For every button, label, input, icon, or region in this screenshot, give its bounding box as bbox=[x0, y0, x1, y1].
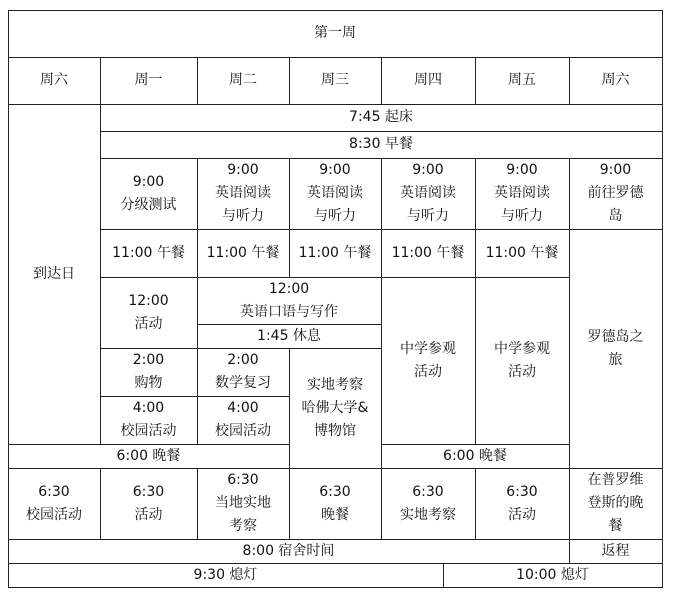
title-cell: 第一周 bbox=[314, 25, 356, 41]
grid-line bbox=[100, 277, 569, 278]
day-header-sat-end: 周六 bbox=[601, 72, 630, 88]
lunch-mon-cell: 11:00 午餐 bbox=[112, 244, 185, 261]
grid-line bbox=[100, 396, 289, 397]
dinner-left-row: 6:00 晚餐 bbox=[116, 447, 181, 464]
grid-line bbox=[8, 468, 663, 469]
grid-line bbox=[381, 158, 382, 539]
return-trip-cell: 返程 bbox=[601, 542, 630, 559]
campus-activity-tue-cell: 4:00 校园活动 bbox=[215, 400, 271, 439]
english-speaking-writing-cell: 12:00 英语口语与写作 bbox=[240, 280, 338, 320]
day-header-wed: 周三 bbox=[321, 72, 349, 88]
middle-school-thu-cell: 中学参观 活动 bbox=[400, 340, 456, 380]
grid-line bbox=[197, 158, 198, 444]
evening-sat-cell: 在普罗维 登斯的晚 餐 bbox=[587, 472, 644, 534]
table-border-top bbox=[8, 10, 663, 11]
grid-line bbox=[569, 57, 570, 104]
morning-sat-cell: 9:00 前往罗德 岛 bbox=[587, 162, 644, 224]
grid-line bbox=[8, 57, 663, 58]
grid-line bbox=[289, 57, 290, 104]
grid-line bbox=[197, 57, 198, 104]
morning-fri-cell: 9:00 英语阅读 与听力 bbox=[494, 162, 550, 224]
table-border-bottom bbox=[8, 587, 663, 588]
day-header-tue: 周二 bbox=[229, 72, 257, 88]
grid-line bbox=[381, 57, 382, 104]
breakfast-row: 8:30 早餐 bbox=[349, 136, 413, 152]
grid-line bbox=[8, 563, 663, 564]
lunch-tue-cell: 11:00 午餐 bbox=[206, 244, 280, 261]
morning-mon-cell: 9:00 分级测试 bbox=[120, 173, 177, 213]
grid-line bbox=[289, 158, 290, 277]
dinner-right-row: 6:00 晚餐 bbox=[443, 447, 507, 464]
grid-line bbox=[8, 104, 663, 105]
day-header-fri: 周五 bbox=[508, 72, 536, 88]
grid-line bbox=[100, 348, 381, 349]
grid-line bbox=[8, 444, 289, 445]
grid-line bbox=[8, 539, 663, 540]
morning-thu-cell: 9:00 英语阅读 与听力 bbox=[400, 162, 456, 224]
rhode-island-trip-cell: 罗德岛之 旅 bbox=[587, 328, 644, 368]
grid-line bbox=[100, 468, 101, 539]
morning-wed-cell: 9:00 英语阅读 与听力 bbox=[307, 162, 363, 224]
grid-line bbox=[100, 57, 101, 444]
math-review-tue-cell: 2:00 数学复习 bbox=[215, 352, 271, 391]
grid-line bbox=[100, 131, 663, 132]
day-header-mon: 周一 bbox=[134, 72, 163, 88]
morning-tue-cell: 9:00 英语阅读 与听力 bbox=[215, 162, 271, 224]
evening-tue-cell: 6:30 当地实地 考察 bbox=[215, 472, 271, 534]
table-border-right bbox=[662, 10, 663, 588]
grid-line bbox=[197, 468, 198, 539]
grid-line bbox=[443, 563, 444, 587]
evening-sat0-cell: 6:30 校园活动 bbox=[26, 483, 82, 523]
evening-mon-cell: 6:30 活动 bbox=[132, 483, 165, 523]
noon-activity-mon-cell: 12:00 活动 bbox=[128, 292, 169, 332]
arrival-day-cell: 到达日 bbox=[33, 265, 75, 282]
rest-cell: 1:45 休息 bbox=[257, 327, 321, 344]
grid-line bbox=[569, 158, 570, 563]
campus-activity-mon-cell: 4:00 校园活动 bbox=[120, 400, 177, 439]
day-header-sat-start: 周六 bbox=[40, 72, 68, 88]
grid-line bbox=[475, 468, 476, 539]
lunch-fri-cell: 11:00 午餐 bbox=[485, 244, 559, 261]
lunch-wed-cell: 11:00 午餐 bbox=[298, 244, 372, 261]
table-border-left bbox=[8, 10, 9, 588]
grid-line bbox=[289, 348, 290, 539]
lights-out-right-cell: 10:00 熄灯 bbox=[516, 566, 589, 583]
lights-out-left-cell: 9:30 熄灯 bbox=[193, 566, 258, 583]
evening-thu-cell: 6:30 实地考察 bbox=[400, 483, 456, 523]
grid-line bbox=[475, 158, 476, 444]
grid-line bbox=[197, 324, 381, 325]
harvard-field-trip-cell: 实地考察 哈佛大学& 博物馆 bbox=[301, 376, 369, 439]
grid-line bbox=[475, 57, 476, 104]
day-header-thu: 周四 bbox=[414, 72, 442, 88]
dorm-time-row: 8:00 宿舍时间 bbox=[242, 542, 335, 559]
evening-wed-cell: 6:30 晚餐 bbox=[319, 483, 351, 523]
evening-fri-cell: 6:30 活动 bbox=[506, 483, 538, 523]
middle-school-fri-cell: 中学参观 活动 bbox=[494, 340, 550, 380]
shopping-mon-cell: 2:00 购物 bbox=[132, 352, 165, 391]
wake-up-row: 7:45 起床 bbox=[349, 109, 413, 125]
grid-line bbox=[381, 444, 569, 445]
lunch-thu-cell: 11:00 午餐 bbox=[391, 244, 465, 261]
